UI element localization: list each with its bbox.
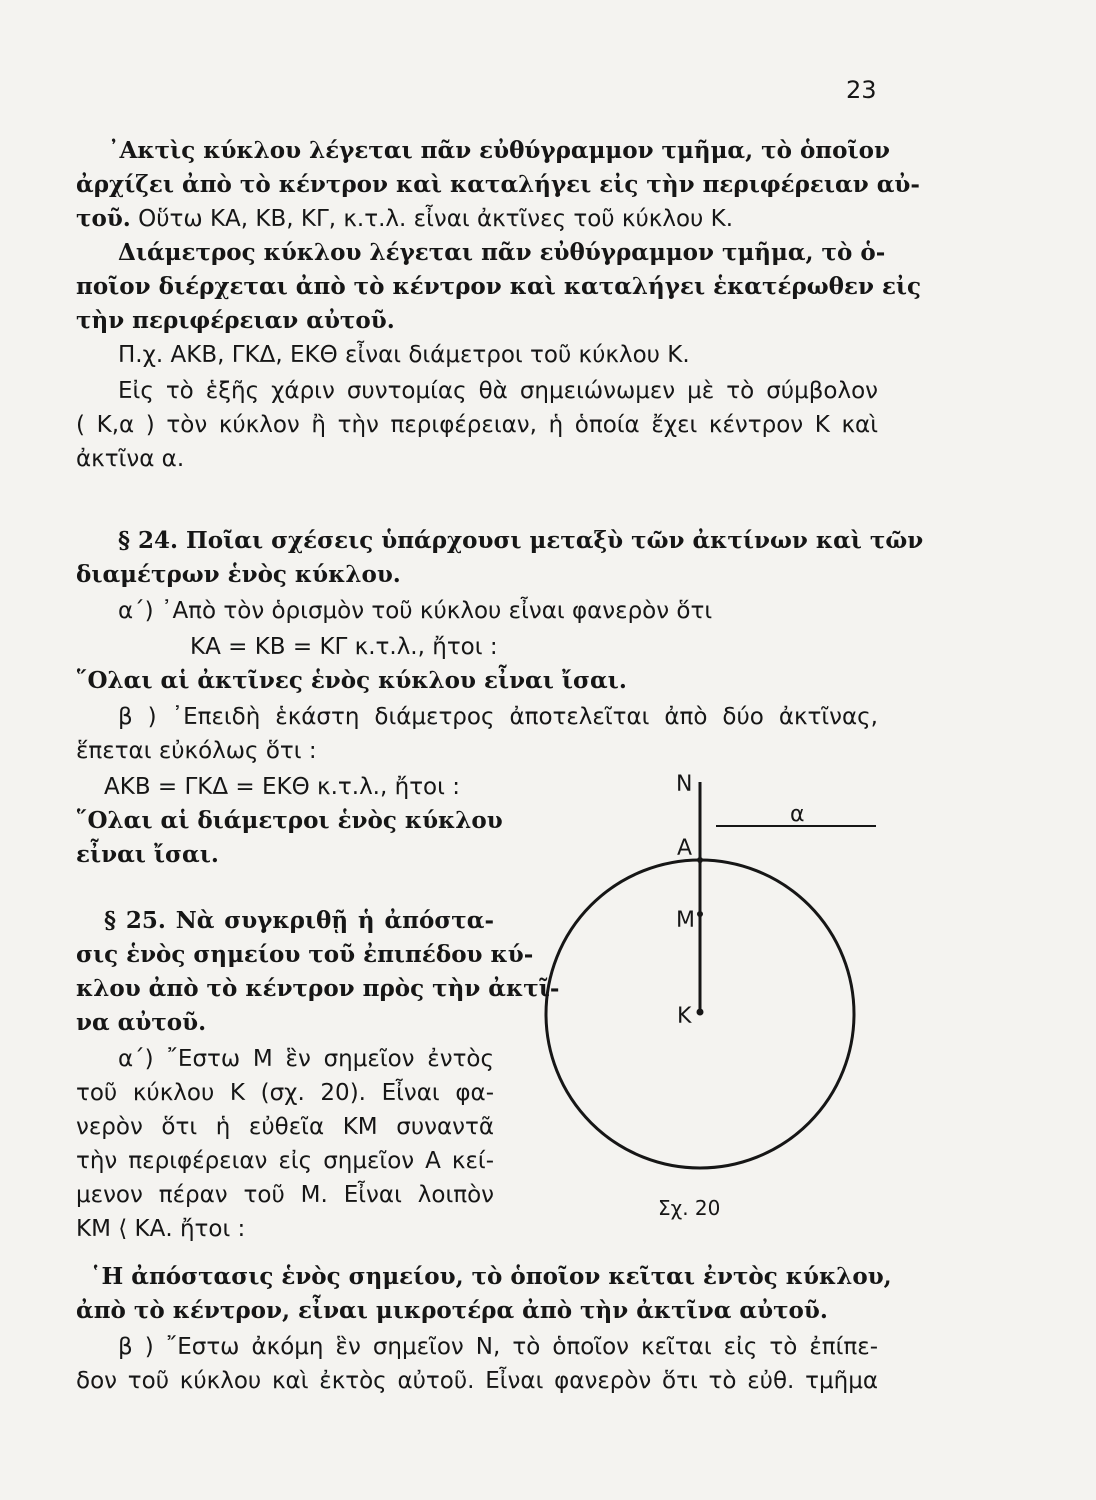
figure-caption: Σχ. 20	[658, 1196, 721, 1220]
text-line: δον τοῦ κύκλου καὶ ἐκτὸς αὐτοῦ. Εἶναι φανερὸν ὅτι τὸ εὐθ. τμῆμα	[76, 1368, 878, 1394]
text-line: ποῖον διέρχεται ἀπὸ τὸ κέντρον καὶ καταλήγει ἑκατέρωθεν εἰς	[76, 273, 922, 300]
text-line: τὴν περιφέρειαν αὐτοῦ.	[76, 307, 395, 334]
theorem-line: εἶναι ἴσαι.	[76, 841, 219, 868]
text-line: α΄) ᾿Απὸ τὸν ὁρισμὸν τοῦ κύκλου εἶναι φανερὸν ὅτι	[118, 598, 713, 624]
label-k: Κ	[677, 1004, 692, 1029]
text-line: νερὸν ὅτι ἡ εὐθεῖα ΚΜ συναντᾶ	[76, 1114, 494, 1140]
figure-20-diagram	[540, 760, 880, 1260]
theorem-line: ῞Ολαι αἱ ἀκτῖνες ἑνὸς κύκλου εἶναι ἴσαι.	[76, 667, 627, 694]
theorem-line: ῾Η ἀπόστασις ἑνὸς σημείου, τὸ ὁποῖον κεῖται ἐντὸς κύκλου,	[90, 1263, 892, 1290]
text-line: ἀρχίζει ἀπὸ τὸ κέντρον καὶ καταλήγει εἰς τὴν περιφέρειαν αὐ-	[76, 171, 920, 198]
theorem-line: ῞Ολαι αἱ διάμετροι ἑνὸς κύκλου	[76, 807, 503, 834]
section-heading: σις ἑνὸς σημείου τοῦ ἐπιπέδου κύ-	[76, 941, 534, 968]
text-line: τὴν περιφέρειαν εἰς σημεῖον Α κεί-	[76, 1148, 494, 1174]
formula-line: ΑΚΒ = ΓΚΔ = ΕΚΘ κ.τ.λ., ἤτοι :	[104, 774, 460, 800]
text-line	[76, 204, 733, 234]
text-line: Διάμετρος κύκλου λέγεται πᾶν εὐθύγραμμον τμῆμα, τὸ ὁ-	[118, 239, 886, 266]
section-heading: § 25. Νὰ συγκριθῇ ἡ ἀπόστα-	[104, 907, 494, 934]
label-alpha: α	[790, 802, 805, 827]
formula-line: ΚΑ = ΚΒ = ΚΓ κ.τ.λ., ἤτοι :	[190, 634, 498, 660]
theorem-line: ἀπὸ τὸ κέντρον, εἶναι μικροτέρα ἀπὸ τὴν ἀκτῖνα αὐτοῦ.	[76, 1297, 828, 1324]
text-line: ΚΜ ⟨ ΚΑ. ἤτοι :	[76, 1216, 246, 1242]
label-n: Ν	[676, 772, 693, 797]
text-line: μενον πέραν τοῦ Μ. Εἶναι λοιπὸν	[76, 1182, 494, 1208]
text-fragment: Οὕτω ΚΑ, ΚΒ, ΚΓ, κ.τ.λ. εἶναι ἀκτῖνες τοῦ κύκλου Κ.	[130, 206, 734, 232]
text-line: α΄) ῎Εστω Μ ἓν σημεῖον ἐντὸς	[118, 1046, 494, 1072]
text-line: ἕπεται εὐκόλως ὅτι :	[76, 738, 317, 764]
point-a	[697, 857, 703, 863]
section-heading: να αὐτοῦ.	[76, 1009, 207, 1036]
text-line: β ) ῎Εστω ἀκόμη ἓν σημεῖον Ν, τὸ ὁποῖον κεῖται εἰς τὸ ἐπίπε-	[118, 1334, 878, 1360]
text-line: β ) ᾿Επειδὴ ἑκάστη διάμετρος ἀποτελεῖται ἀπὸ δύο ἀκτῖνας,	[118, 704, 878, 730]
text-line: ᾿Ακτὶς κύκλου λέγεται πᾶν εὐθύγραμμον τμῆμα, τὸ ὁποῖον	[108, 137, 890, 164]
text-line: ἀκτῖνα α.	[76, 446, 185, 472]
point-m	[697, 911, 703, 917]
label-m: Μ	[676, 908, 695, 933]
section-heading: κλου ἀπὸ τὸ κέντρον πρὸς τὴν ἀκτῖ-	[76, 975, 560, 1002]
text-line: Π.χ. ΑΚΒ, ΓΚΔ, ΕΚΘ εἶναι διάμετροι τοῦ κύκλου Κ.	[118, 342, 690, 368]
text-line: ( Κ,α ) τὸν κύκλον ἢ τὴν περιφέρειαν, ἡ ὁποία ἔχει κέντρον Κ καὶ	[76, 412, 878, 438]
section-heading: διαμέτρων ἑνὸς κύκλου.	[76, 561, 401, 588]
text-fragment: τοῦ.	[76, 205, 131, 232]
point-k	[697, 1009, 704, 1016]
text-line: τοῦ κύκλου Κ (σχ. 20). Εἶναι φα-	[76, 1080, 494, 1106]
section-heading: § 24. Ποῖαι σχέσεις ὑπάρχουσι μεταξὺ τῶν ἀκτίνων καὶ τῶν	[118, 527, 924, 554]
page-number: 23	[846, 76, 877, 104]
text-line: Εἰς τὸ ἑξῆς χάριν συντομίας θὰ σημειώνωμεν μὲ τὸ σύμβολον	[118, 378, 878, 404]
label-a: Α	[677, 836, 693, 861]
